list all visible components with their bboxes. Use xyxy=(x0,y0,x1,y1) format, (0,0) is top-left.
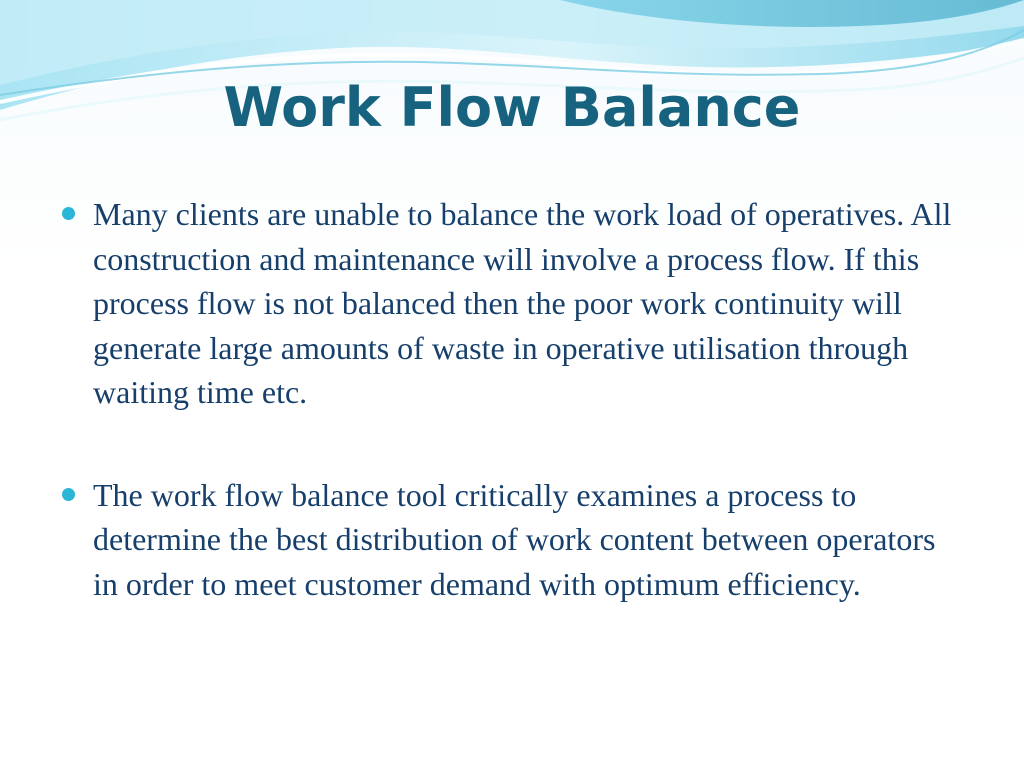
bullet-item-1 xyxy=(60,192,960,415)
bullet-text-1: Many clients are unable to balance the work load of operatives. All construction and maintenance will involve a process flow. If this process flow is not balanced then the poor work continuity will generate large amounts of waste in operative utilisation through waiting time etc. xyxy=(93,196,952,410)
bullet-list xyxy=(60,192,960,606)
bullet-dot-icon xyxy=(62,488,75,501)
bullet-text-2: The work flow balance tool critically examines a process to determine the best distribution of work content between operators in order to meet customer demand with optimum efficiency. xyxy=(93,476,936,602)
bullet-item-2 xyxy=(60,473,960,607)
bullet-dot-icon xyxy=(62,207,75,220)
slide-title: Work Flow Balance xyxy=(223,76,801,139)
